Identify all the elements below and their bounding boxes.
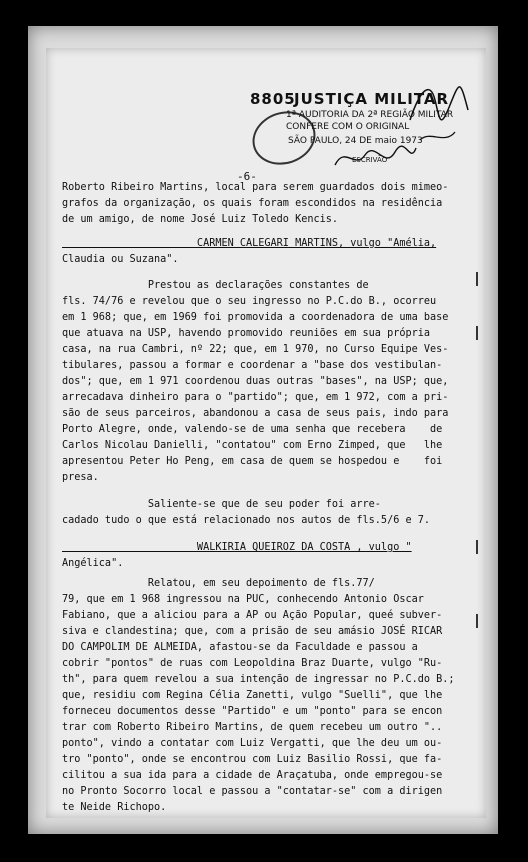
text-line: Roberto Ribeiro Martins, local para serem guardados dois mimeo- [62, 182, 449, 193]
text-line: Carlos Nicolau Danielli, "contatou" com Erno Zimped, que lhe [62, 440, 443, 451]
text-line: siva e clandestina; que, com a prisão de seu amásio JOSÉ RICAR [62, 626, 443, 637]
text-line: te Neide Richopo. [62, 802, 167, 813]
text-line: th", para quem revelou a sua intenção de ingressar no P.C.do B.; [62, 674, 455, 685]
signature-scrivener [330, 140, 420, 180]
text-line: que, residiu com Regina Célia Zanetti, vulgo "Suelli", que lhe [62, 690, 443, 701]
text-line: Relatou, em seu depoimento de fls.77/ [62, 578, 375, 589]
text-line: de um amigo, de nome José Luiz Toledo Kencis. [62, 214, 339, 225]
text-line: 79, que em 1 968 ingressou na PUC, conhecendo Antonio Oscar [62, 594, 424, 605]
text-line: trar com Roberto Ribeiro Martins, de quem recebeu um outro ".. [62, 722, 443, 733]
margin-mark [476, 326, 486, 340]
text-line: que atuava na USP, havendo promovido reuniões em sua própria [62, 328, 431, 339]
text-line: dos"; que, em 1 971 coordenou duas outras "bases", na USP; que, [62, 376, 449, 387]
margin-mark [476, 272, 486, 286]
text-line: casa, na rua Cambri, nº 22; que, em 1 970, no Curso Equipe Ves- [62, 344, 449, 355]
text-line: arrecadava dinheiro para o "partido"; que, em 1 972, com a pri- [62, 392, 449, 403]
margin-mark [476, 614, 486, 628]
stamp-number: 8805 [250, 90, 296, 108]
stamp-line-2: 1ª AUDITORIA DA 2ª REGIÃO MILITAR [286, 110, 454, 120]
text-line: Fabiano, que a aliciou para a AP ou Ação Popular, queé subver- [62, 610, 443, 621]
text-line: Prestou as declarações constantes de [62, 280, 369, 291]
text-line: fls. 74/76 e revelou que o seu ingresso no P.C.do B., ocorreu [62, 296, 437, 307]
text-line: Porto Alegre, onde, valendo-se de uma senha que recebera de [62, 424, 443, 435]
text-line: forneceu documentos desse "Partido" e um "ponto" para se encon [62, 706, 443, 717]
text-line: apresentou Peter Ho Peng, em casa de quem se hospedou e foi [62, 456, 443, 467]
text-line: cilitou a sua ida para a cidade de Araçatuba, onde empregou-se [62, 770, 443, 781]
text-line: DO CAMPOLIM DE ALMEIDA, afastou-se da Faculdade e passou a [62, 642, 418, 653]
stamp-line-3: CONFERE COM O ORIGINAL [286, 122, 410, 132]
page-number: -6- [237, 170, 257, 183]
text-line: grafos da organização, os quais foram escondidos na residência [62, 198, 443, 209]
person-heading-walkiria: WALKIRIA QUEIROZ DA COSTA , vulgo " [62, 542, 412, 553]
text-line: cadado tudo o que está relacionado nos autos de fls.5/6 e 7. [62, 515, 431, 526]
text-line: Claudia ou Suzana". [62, 254, 179, 265]
stamp-title: JUSTIÇA MILITAR [294, 90, 450, 108]
stamp-line-4: SÃO PAULO, 24 DE maio 1973 [288, 136, 423, 146]
text-line: tro "ponto", onde se encontrou com Luiz Basilio Rossi, que fa- [62, 754, 443, 765]
text-line: tibulares, passou a formar e coordenar a "base dos vestibulan- [62, 360, 443, 371]
text-line: são de seus parceiros, abandonou a casa de seus pais, indo para [62, 408, 449, 419]
text-line: Saliente-se que de seu poder foi arre- [62, 499, 381, 510]
text-line: cobrir "pontos" de ruas com Leopoldina Braz Duarte, vulgo "Ru- [62, 658, 443, 669]
text-line: Angélica". [62, 558, 124, 569]
margin-mark [476, 540, 486, 554]
text-line: no Pronto Socorro local e passou a "contatar-se" com a dirigen [62, 786, 443, 797]
text-line: em 1 968; que, em 1969 foi promovida a coordenadora de uma base [62, 312, 449, 323]
person-heading-carmen: CARMEN CALEGARI MARTINS, vulgo "Amélia, [62, 238, 437, 249]
text-line: ponto", vindo a contatar com Luiz Vergatti, que lhe deu um ou- [62, 738, 443, 749]
text-line: presa. [62, 472, 99, 483]
stamp-line-5: ESCRIVÃO [352, 156, 388, 164]
